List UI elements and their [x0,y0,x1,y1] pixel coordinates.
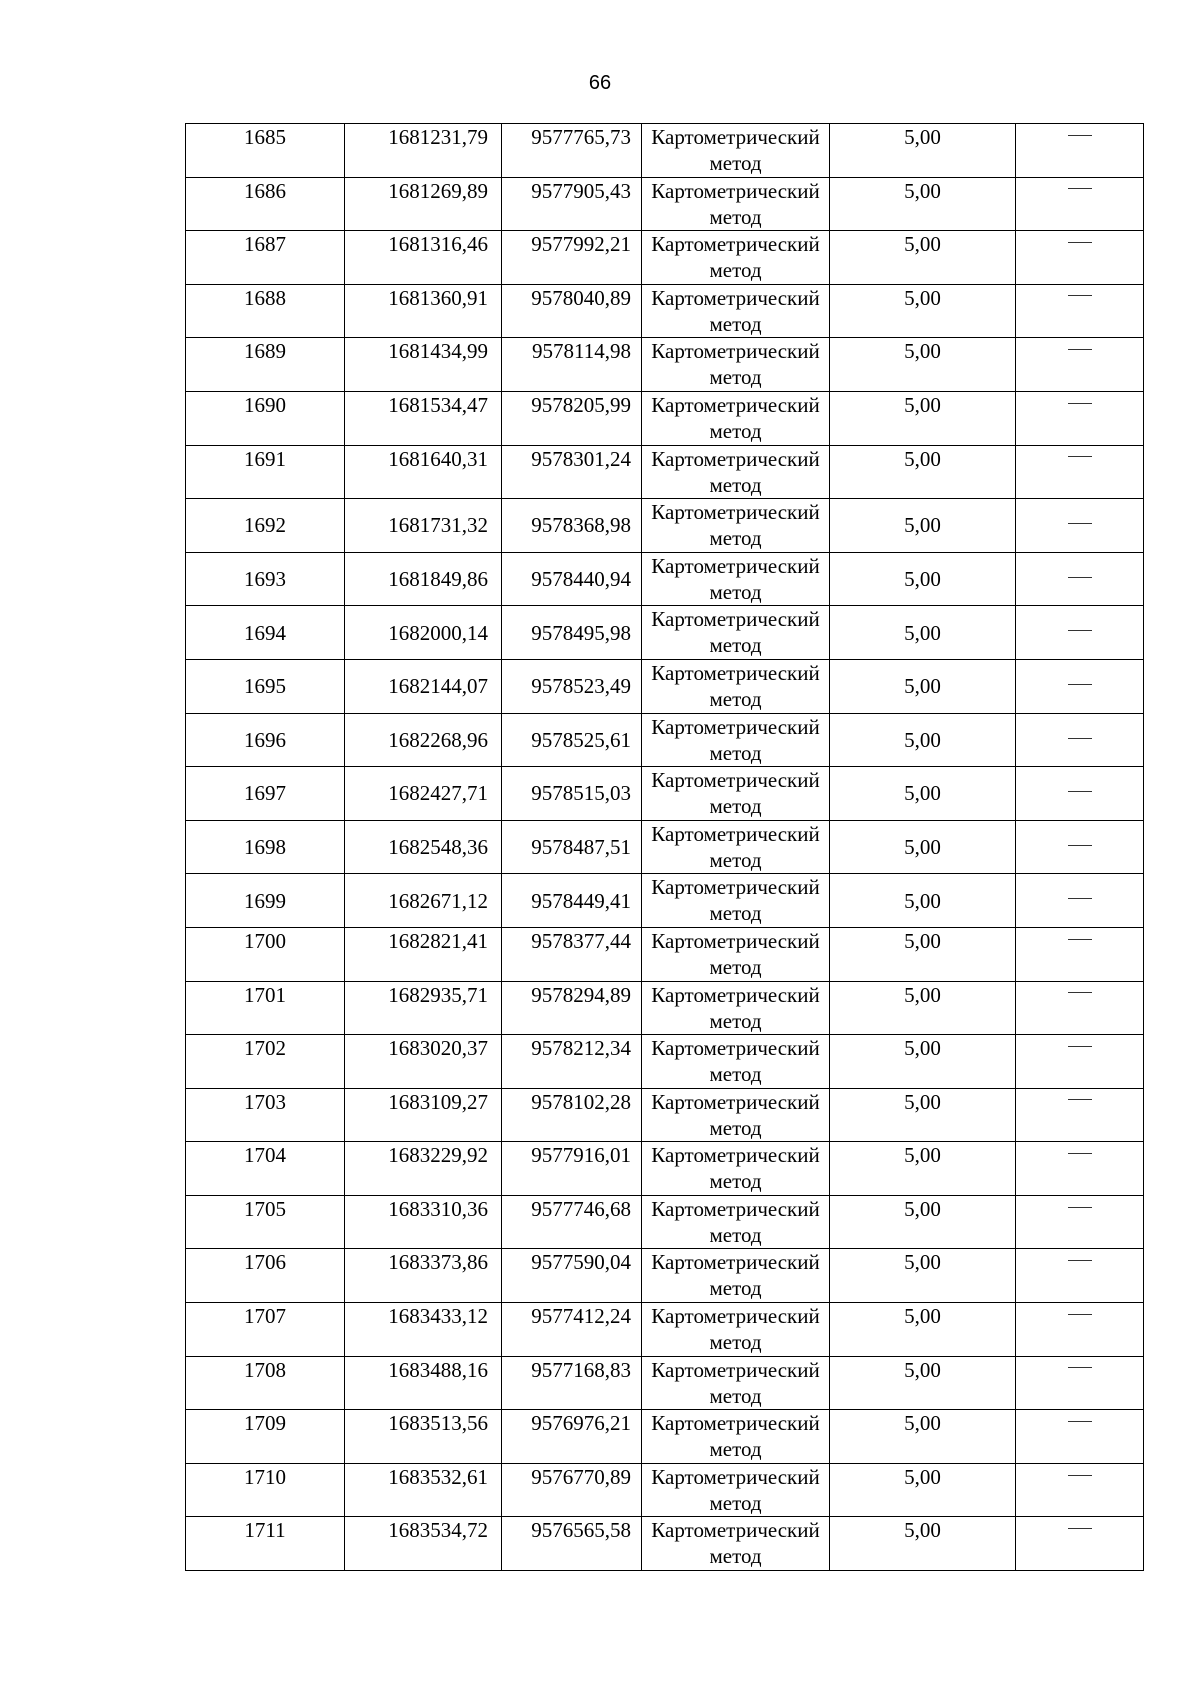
description-cell [1016,1035,1144,1089]
table-row [186,1517,1144,1571]
em-dash-mark [1068,523,1092,524]
point-number-cell: 1700 [186,927,345,981]
table-row [186,231,1144,285]
description-cell [1016,499,1144,553]
point-number-cell: 1706 [186,1249,345,1303]
coordinates-table-body [186,124,1144,1571]
x-coordinate-cell: 1681269,89 [345,177,502,231]
em-dash-mark [1068,295,1092,296]
y-coordinate-cell: 9578102,28 [502,1088,642,1142]
method-cell: Картометрический метод [642,820,830,874]
table-row [186,1195,1144,1249]
y-coordinate-cell: 9578040,89 [502,284,642,338]
table-row [186,124,1144,178]
description-cell [1016,927,1144,981]
method-cell: Картометрический метод [642,659,830,713]
point-number-cell: 1686 [186,177,345,231]
em-dash-mark [1068,1314,1092,1315]
y-coordinate-cell: 9577746,68 [502,1195,642,1249]
accuracy-cell: 5,00 [830,1142,1016,1196]
x-coordinate-cell: 1683433,12 [345,1303,502,1357]
accuracy-cell: 5,00 [830,1195,1016,1249]
method-cell: Картометрический метод [642,338,830,392]
point-number-cell: 1701 [186,981,345,1035]
x-coordinate-cell: 1683310,36 [345,1195,502,1249]
description-cell [1016,231,1144,285]
point-number-cell: 1697 [186,767,345,821]
method-cell: Картометрический метод [642,284,830,338]
em-dash-mark [1068,242,1092,243]
accuracy-cell: 5,00 [830,1410,1016,1464]
y-coordinate-cell: 9577168,83 [502,1356,642,1410]
point-number-cell: 1691 [186,445,345,499]
x-coordinate-cell: 1682671,12 [345,874,502,928]
x-coordinate-cell: 1681731,32 [345,499,502,553]
accuracy-cell: 5,00 [830,1517,1016,1571]
em-dash-mark [1068,898,1092,899]
table-row [186,927,1144,981]
point-number-cell: 1692 [186,499,345,553]
point-number-cell: 1707 [186,1303,345,1357]
em-dash-mark [1068,1421,1092,1422]
y-coordinate-cell: 9577765,73 [502,124,642,178]
point-number-cell: 1693 [186,552,345,606]
method-cell: Картометрический метод [642,1035,830,1089]
table-row [186,820,1144,874]
method-cell: Картометрический метод [642,767,830,821]
table-row [186,1463,1144,1517]
em-dash-mark [1068,456,1092,457]
y-coordinate-cell: 9578377,44 [502,927,642,981]
y-coordinate-cell: 9578212,34 [502,1035,642,1089]
accuracy-cell: 5,00 [830,1303,1016,1357]
y-coordinate-cell: 9577992,21 [502,231,642,285]
y-coordinate-cell: 9578525,61 [502,713,642,767]
em-dash-mark [1068,1046,1092,1047]
description-cell [1016,338,1144,392]
method-cell: Картометрический метод [642,177,830,231]
description-cell [1016,874,1144,928]
accuracy-cell: 5,00 [830,1463,1016,1517]
y-coordinate-cell: 9576976,21 [502,1410,642,1464]
table-row [186,1088,1144,1142]
x-coordinate-cell: 1682935,71 [345,981,502,1035]
em-dash-mark [1068,630,1092,631]
x-coordinate-cell: 1681640,31 [345,445,502,499]
y-coordinate-cell: 9578487,51 [502,820,642,874]
description-cell [1016,820,1144,874]
description-cell [1016,1463,1144,1517]
accuracy-cell: 5,00 [830,659,1016,713]
table-row [186,713,1144,767]
method-cell: Картометрический метод [642,1195,830,1249]
point-number-cell: 1711 [186,1517,345,1571]
x-coordinate-cell: 1682427,71 [345,767,502,821]
em-dash-mark [1068,1528,1092,1529]
table-row [186,1303,1144,1357]
x-coordinate-cell: 1681360,91 [345,284,502,338]
accuracy-cell: 5,00 [830,499,1016,553]
method-cell: Картометрический метод [642,713,830,767]
em-dash-mark [1068,992,1092,993]
description-cell [1016,1142,1144,1196]
accuracy-cell: 5,00 [830,445,1016,499]
table-row [186,1410,1144,1464]
em-dash-mark [1068,1260,1092,1261]
point-number-cell: 1690 [186,391,345,445]
y-coordinate-cell: 9578301,24 [502,445,642,499]
accuracy-cell: 5,00 [830,284,1016,338]
em-dash-mark [1068,738,1092,739]
accuracy-cell: 5,00 [830,1249,1016,1303]
x-coordinate-cell: 1682268,96 [345,713,502,767]
x-coordinate-cell: 1682000,14 [345,606,502,660]
em-dash-mark [1068,135,1092,136]
y-coordinate-cell: 9576565,58 [502,1517,642,1571]
method-cell: Картометрический метод [642,552,830,606]
point-number-cell: 1710 [186,1463,345,1517]
point-number-cell: 1687 [186,231,345,285]
table-row [186,606,1144,660]
table-row [186,1142,1144,1196]
table-row [186,499,1144,553]
table-row [186,284,1144,338]
method-cell: Картометрический метод [642,927,830,981]
em-dash-mark [1068,577,1092,578]
point-number-cell: 1703 [186,1088,345,1142]
description-cell [1016,659,1144,713]
point-number-cell: 1702 [186,1035,345,1089]
y-coordinate-cell: 9578294,89 [502,981,642,1035]
description-cell [1016,1410,1144,1464]
em-dash-mark [1068,1367,1092,1368]
x-coordinate-cell: 1681434,99 [345,338,502,392]
table-row [186,177,1144,231]
description-cell [1016,713,1144,767]
description-cell [1016,1356,1144,1410]
point-number-cell: 1695 [186,659,345,713]
method-cell: Картометрический метод [642,606,830,660]
table-row [186,981,1144,1035]
table-row [186,1249,1144,1303]
em-dash-mark [1068,1153,1092,1154]
description-cell [1016,445,1144,499]
method-cell: Картометрический метод [642,124,830,178]
x-coordinate-cell: 1681849,86 [345,552,502,606]
method-cell: Картометрический метод [642,1249,830,1303]
y-coordinate-cell: 9578449,41 [502,874,642,928]
x-coordinate-cell: 1681534,47 [345,391,502,445]
method-cell: Картометрический метод [642,231,830,285]
point-number-cell: 1689 [186,338,345,392]
accuracy-cell: 5,00 [830,713,1016,767]
page-number: 66 [588,72,612,94]
method-cell: Картометрический метод [642,1088,830,1142]
em-dash-mark [1068,188,1092,189]
description-cell [1016,1303,1144,1357]
y-coordinate-cell: 9577412,24 [502,1303,642,1357]
x-coordinate-cell: 1682144,07 [345,659,502,713]
point-number-cell: 1685 [186,124,345,178]
point-number-cell: 1709 [186,1410,345,1464]
table-row [186,338,1144,392]
table-row [186,391,1144,445]
x-coordinate-cell: 1683229,92 [345,1142,502,1196]
x-coordinate-cell: 1683109,27 [345,1088,502,1142]
method-cell: Картометрический метод [642,1303,830,1357]
method-cell: Картометрический метод [642,1517,830,1571]
table-row [186,767,1144,821]
accuracy-cell: 5,00 [830,767,1016,821]
table-row [186,874,1144,928]
x-coordinate-cell: 1683513,56 [345,1410,502,1464]
em-dash-mark [1068,403,1092,404]
description-cell [1016,284,1144,338]
em-dash-mark [1068,349,1092,350]
point-number-cell: 1688 [186,284,345,338]
point-number-cell: 1705 [186,1195,345,1249]
accuracy-cell: 5,00 [830,874,1016,928]
y-coordinate-cell: 9578495,98 [502,606,642,660]
accuracy-cell: 5,00 [830,391,1016,445]
y-coordinate-cell: 9577905,43 [502,177,642,231]
method-cell: Картометрический метод [642,445,830,499]
accuracy-cell: 5,00 [830,231,1016,285]
x-coordinate-cell: 1682548,36 [345,820,502,874]
description-cell [1016,981,1144,1035]
y-coordinate-cell: 9578114,98 [502,338,642,392]
y-coordinate-cell: 9578205,99 [502,391,642,445]
method-cell: Картометрический метод [642,1410,830,1464]
accuracy-cell: 5,00 [830,1356,1016,1410]
x-coordinate-cell: 1683532,61 [345,1463,502,1517]
point-number-cell: 1704 [186,1142,345,1196]
em-dash-mark [1068,1099,1092,1100]
method-cell: Картометрический метод [642,981,830,1035]
x-coordinate-cell: 1683534,72 [345,1517,502,1571]
description-cell [1016,391,1144,445]
y-coordinate-cell: 9578523,49 [502,659,642,713]
accuracy-cell: 5,00 [830,338,1016,392]
method-cell: Картометрический метод [642,1463,830,1517]
y-coordinate-cell: 9577590,04 [502,1249,642,1303]
accuracy-cell: 5,00 [830,177,1016,231]
x-coordinate-cell: 1683488,16 [345,1356,502,1410]
description-cell [1016,1088,1144,1142]
method-cell: Картометрический метод [642,391,830,445]
accuracy-cell: 5,00 [830,1088,1016,1142]
accuracy-cell: 5,00 [830,552,1016,606]
y-coordinate-cell: 9578515,03 [502,767,642,821]
method-cell: Картометрический метод [642,1356,830,1410]
y-coordinate-cell: 9578440,94 [502,552,642,606]
table-row [186,659,1144,713]
x-coordinate-cell: 1683020,37 [345,1035,502,1089]
coordinates-table [185,123,1144,1571]
description-cell [1016,1195,1144,1249]
description-cell [1016,1517,1144,1571]
accuracy-cell: 5,00 [830,981,1016,1035]
table-row [186,445,1144,499]
x-coordinate-cell: 1682821,41 [345,927,502,981]
method-cell: Картометрический метод [642,499,830,553]
table-row [186,1035,1144,1089]
y-coordinate-cell: 9577916,01 [502,1142,642,1196]
method-cell: Картометрический метод [642,874,830,928]
point-number-cell: 1708 [186,1356,345,1410]
em-dash-mark [1068,684,1092,685]
accuracy-cell: 5,00 [830,606,1016,660]
em-dash-mark [1068,1207,1092,1208]
description-cell [1016,177,1144,231]
y-coordinate-cell: 9578368,98 [502,499,642,553]
point-number-cell: 1694 [186,606,345,660]
description-cell [1016,606,1144,660]
method-cell: Картометрический метод [642,1142,830,1196]
table-row [186,1356,1144,1410]
accuracy-cell: 5,00 [830,927,1016,981]
em-dash-mark [1068,791,1092,792]
point-number-cell: 1699 [186,874,345,928]
em-dash-mark [1068,845,1092,846]
accuracy-cell: 5,00 [830,124,1016,178]
description-cell [1016,552,1144,606]
y-coordinate-cell: 9576770,89 [502,1463,642,1517]
accuracy-cell: 5,00 [830,820,1016,874]
em-dash-mark [1068,939,1092,940]
point-number-cell: 1698 [186,820,345,874]
em-dash-mark [1068,1475,1092,1476]
point-number-cell: 1696 [186,713,345,767]
table-row [186,552,1144,606]
x-coordinate-cell: 1683373,86 [345,1249,502,1303]
description-cell [1016,124,1144,178]
accuracy-cell: 5,00 [830,1035,1016,1089]
x-coordinate-cell: 1681231,79 [345,124,502,178]
description-cell [1016,1249,1144,1303]
x-coordinate-cell: 1681316,46 [345,231,502,285]
description-cell [1016,767,1144,821]
